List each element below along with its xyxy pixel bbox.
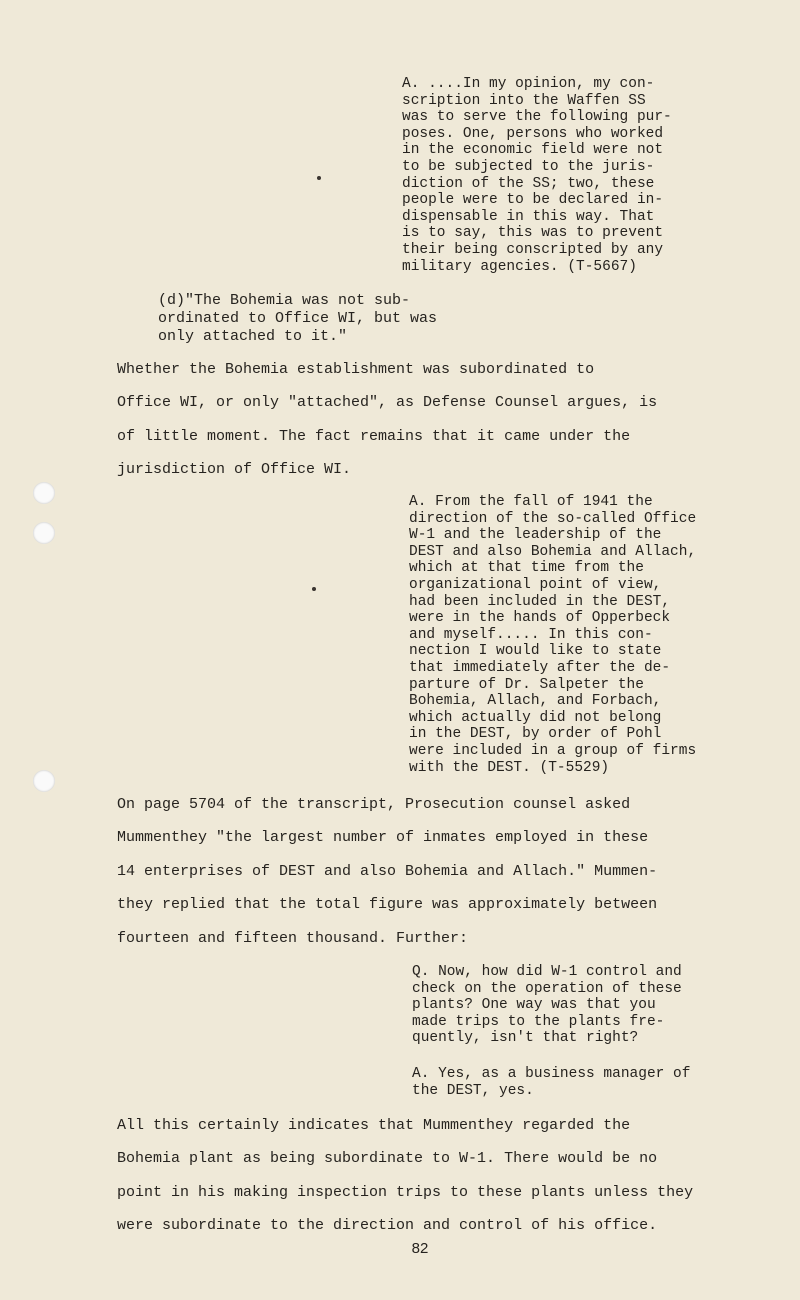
punch-hole [33, 482, 55, 504]
testimony-question: Q. Now, how did W-1 control and check on the operation of these plants? One way was that you made trips to the plants fre- quently, isn't that right? [412, 964, 682, 1047]
testimony-quote-2: A. From the fall of 1941 the direction of the so-called Office W-1 and the leadership of the DEST and also Bohemia and Allach, which at that time from the organizational point of view, had been included in the DEST, were in the hands of Opperbeck and myself..... In this con- nection I would like to state that immediately after the de- parture of Dr. Salpeter the Bohemia, Allach, and Forbach, which actually did not belong in the DEST, by order of Pohl were included in a group of firms with the DEST. (T-5529) [409, 494, 697, 776]
testimony-quote-1: A. ....In my opinion, my con- scription into the Waffen SS was to serve the following pur- poses. One, persons who worked in the economic field were not to be subjected to the juris- diction of the SS; two, these people were to be declared in- dispensable in this way. That is to say, this was to prevent their being conscripted by any military agencies. (T-5667) [402, 76, 672, 275]
testimony-answer: A. Yes, as a business manager of the DEST, yes. [412, 1066, 691, 1099]
paragraph-1: Whether the Bohemia establishment was subordinated to Office WI, or only "attached", as Defense Counsel argues, is of little moment. The fact remains that it came under the jurisdiction of Office WI. [117, 361, 658, 479]
punch-hole [33, 770, 55, 792]
stray-mark [317, 176, 321, 180]
section-heading-d: (d)"The Bohemia was not sub- ordinated to Office WI, but was only attached to it." [158, 292, 438, 345]
paragraph-2: On page 5704 of the transcript, Prosecution counsel asked Mummenthey "the largest number of inmates employed in these 14 enterprises of DEST and also Bohemia and Allach." Mummen- they replied that the total figure was approximately between fourteen and fifteen thousand. Further: [117, 796, 658, 947]
stray-mark [312, 587, 316, 591]
punch-hole [33, 522, 55, 544]
page-number: 82 [411, 1240, 429, 1257]
paragraph-3: All this certainly indicates that Mummenthey regarded the Bohemia plant as being subordinate to W-1. There would be no point in his making inspection trips to these plants unless they were subordinate to the direction and control of his office. [117, 1117, 694, 1235]
